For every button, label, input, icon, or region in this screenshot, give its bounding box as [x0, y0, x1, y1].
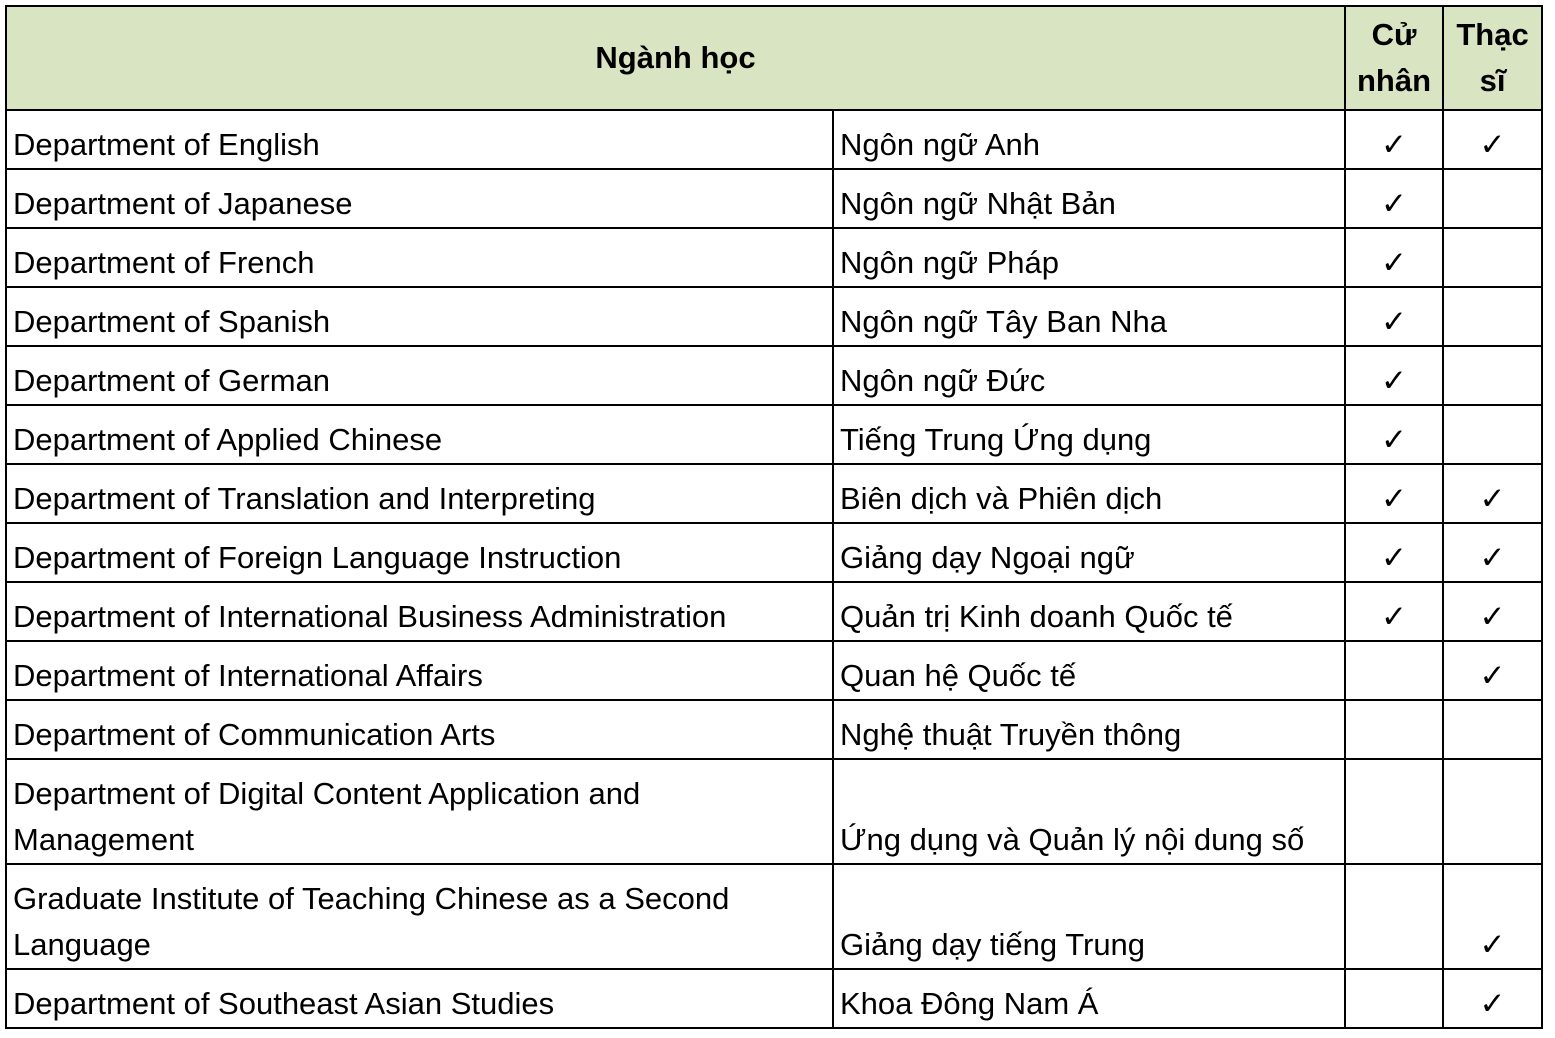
bachelor-check: [1345, 864, 1443, 969]
header-major: Ngành học: [6, 6, 1345, 110]
english-name: Department of International Business Administration: [6, 582, 833, 641]
majors-table: [5, 5, 1543, 1029]
master-check: ✓: [1443, 864, 1542, 969]
table-row: [6, 110, 1542, 169]
bachelor-check: [1345, 759, 1443, 864]
master-check: ✓: [1443, 641, 1542, 700]
master-check: [1443, 287, 1542, 346]
vietnamese-name: Nghệ thuật Truyền thông: [833, 700, 1345, 759]
master-check: [1443, 169, 1542, 228]
master-check: ✓: [1443, 464, 1542, 523]
vietnamese-name: Khoa Đông Nam Á: [833, 969, 1345, 1028]
table-row: [6, 864, 1542, 969]
bachelor-check: [1345, 969, 1443, 1028]
english-name: Department of French: [6, 228, 833, 287]
master-check: ✓: [1443, 523, 1542, 582]
vietnamese-name: Ứng dụng và Quản lý nội dung số: [833, 759, 1345, 864]
bachelor-check: ✓: [1345, 228, 1443, 287]
vietnamese-name: Ngôn ngữ Nhật Bản: [833, 169, 1345, 228]
master-check: [1443, 405, 1542, 464]
table-row: [6, 346, 1542, 405]
bachelor-check: [1345, 700, 1443, 759]
table-row: [6, 759, 1542, 864]
master-check: ✓: [1443, 110, 1542, 169]
vietnamese-name: Giảng dạy tiếng Trung: [833, 864, 1345, 969]
master-check: [1443, 759, 1542, 864]
bachelor-check: ✓: [1345, 346, 1443, 405]
header-bachelor: Cử nhân: [1345, 6, 1443, 110]
english-name: Graduate Institute of Teaching Chinese as a Second Language: [6, 864, 833, 969]
vietnamese-name: Giảng dạy Ngoại ngữ: [833, 523, 1345, 582]
vietnamese-name: Ngôn ngữ Pháp: [833, 228, 1345, 287]
bachelor-check: ✓: [1345, 110, 1443, 169]
table-row: [6, 700, 1542, 759]
table-row: [6, 464, 1542, 523]
english-name: Department of Foreign Language Instruction: [6, 523, 833, 582]
vietnamese-name: Biên dịch và Phiên dịch: [833, 464, 1345, 523]
english-name: Department of German: [6, 346, 833, 405]
header-master: Thạc sĩ: [1443, 6, 1542, 110]
bachelor-check: ✓: [1345, 582, 1443, 641]
english-name: Department of Communication Arts: [6, 700, 833, 759]
vietnamese-name: Ngôn ngữ Đức: [833, 346, 1345, 405]
master-check: ✓: [1443, 582, 1542, 641]
table-row: [6, 228, 1542, 287]
table-row: [6, 641, 1542, 700]
table-row: [6, 405, 1542, 464]
bachelor-check: [1345, 641, 1443, 700]
bachelor-check: ✓: [1345, 523, 1443, 582]
vietnamese-name: Quản trị Kinh doanh Quốc tế: [833, 582, 1345, 641]
english-name: Department of English: [6, 110, 833, 169]
english-name: Department of Translation and Interpreting: [6, 464, 833, 523]
table-row: [6, 523, 1542, 582]
table-row: [6, 169, 1542, 228]
english-name: Department of Applied Chinese: [6, 405, 833, 464]
english-name: Department of Japanese: [6, 169, 833, 228]
english-name: Department of Digital Content Application and Management: [6, 759, 833, 864]
english-name: Department of Southeast Asian Studies: [6, 969, 833, 1028]
master-check: ✓: [1443, 969, 1542, 1028]
table-row: [6, 969, 1542, 1028]
bachelor-check: ✓: [1345, 169, 1443, 228]
table-row: [6, 582, 1542, 641]
bachelor-check: ✓: [1345, 464, 1443, 523]
master-check: [1443, 228, 1542, 287]
vietnamese-name: Ngôn ngữ Anh: [833, 110, 1345, 169]
english-name: Department of Spanish: [6, 287, 833, 346]
master-check: [1443, 700, 1542, 759]
table-row: [6, 287, 1542, 346]
vietnamese-name: Tiếng Trung Ứng dụng: [833, 405, 1345, 464]
vietnamese-name: Ngôn ngữ Tây Ban Nha: [833, 287, 1345, 346]
table-header-row: [6, 6, 1542, 110]
master-check: [1443, 346, 1542, 405]
vietnamese-name: Quan hệ Quốc tế: [833, 641, 1345, 700]
bachelor-check: ✓: [1345, 405, 1443, 464]
bachelor-check: ✓: [1345, 287, 1443, 346]
english-name: Department of International Affairs: [6, 641, 833, 700]
